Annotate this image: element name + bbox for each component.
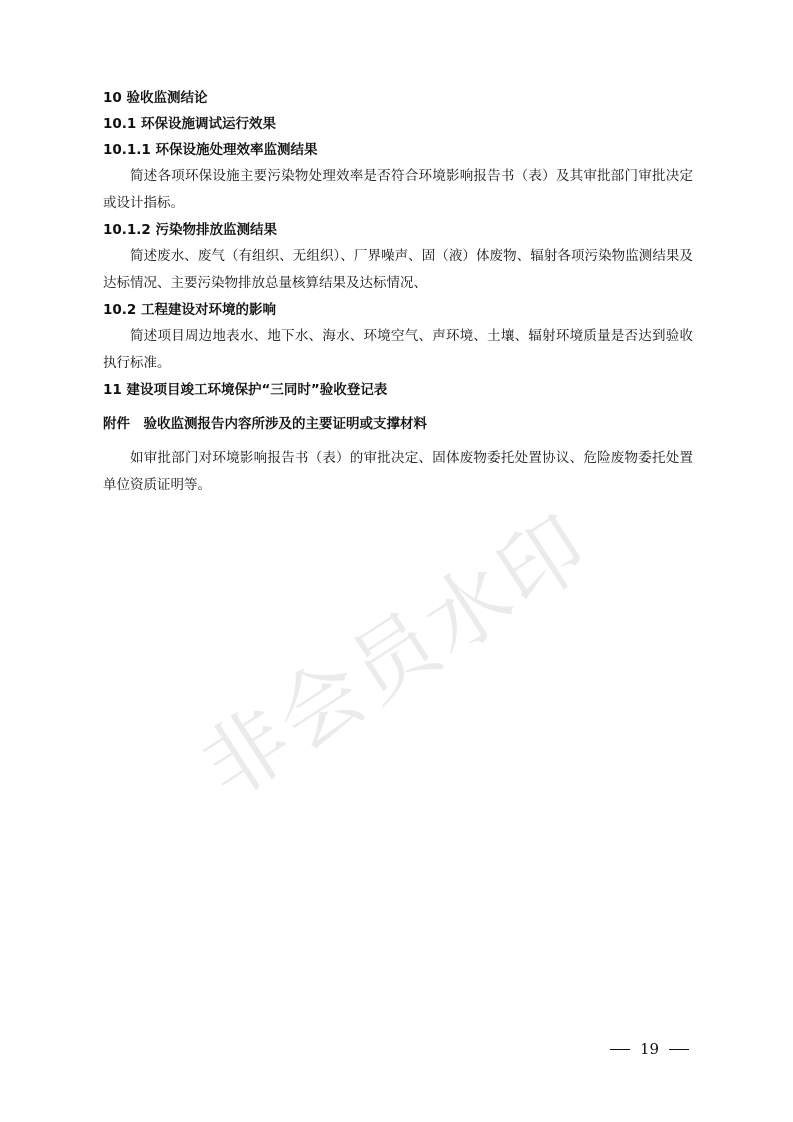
appendix-title: 附件 验收监测报告内容所涉及的主要证明或支撑材料 [103,416,427,432]
section-10-2-body: 简述项目周边地表水、地下水、海水、环境空气、声环境、土壤、辐射环境质量是否达到验收执行标准。 [103,328,693,371]
section-10-title: 10 验收监测结论 [103,90,208,106]
document-body [103,85,693,499]
section-10-1-title: 10.1 环保设施调试运行效果 [103,116,277,132]
section-10-1-1-title: 10.1.1 环保设施处理效率监测结果 [103,142,318,158]
page-number-dash-left [610,1049,630,1050]
page-number: 19 [640,1040,660,1058]
section-10-2-title: 10.2 工程建设对环境的影响 [103,302,277,318]
watermark: 非会员水印 [184,495,608,818]
section-10-1-1-body: 简述各项环保设施主要污染物处理效率是否符合环境影响报告书（表）及其审批部门审批决定或设计指标。 [103,168,693,211]
section-10-1-2-title: 10.1.2 污染物排放监测结果 [103,222,278,238]
appendix-body: 如审批部门对环境影响报告书（表）的审批决定、固体废物委托处置协议、危险废物委托处置单位资质证明等。 [103,450,693,493]
page-number-dash-right [669,1049,689,1050]
section-11-title: 11 建设项目竣工环境保护“三同时”验收登记表 [103,382,388,398]
section-10-1-2-body: 简述废水、废气（有组织、无组织）、厂界噪声、固（液）体废物、辐射各项污染物监测结果及达标情况、主要污染物排放总量核算结果及达标情况、 [103,248,693,291]
page-footer [610,1040,689,1058]
